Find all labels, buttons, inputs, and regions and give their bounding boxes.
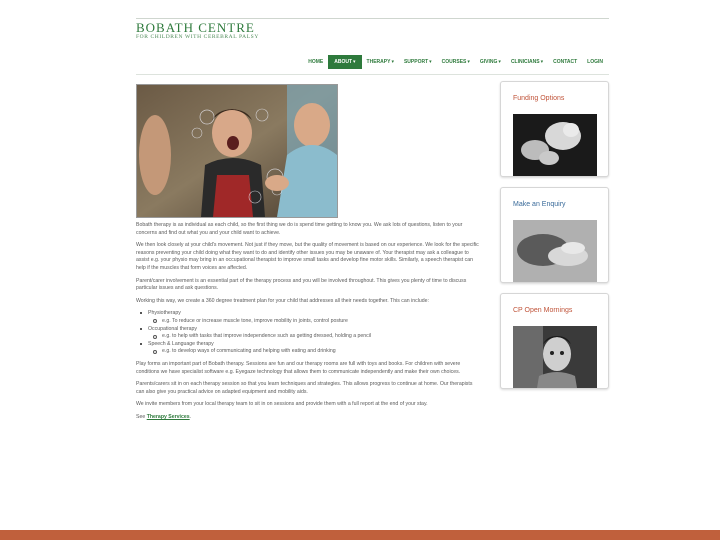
- nav-therapy[interactable]: [362, 55, 399, 69]
- card-image: [513, 220, 597, 282]
- nav-giving[interactable]: [475, 55, 506, 69]
- nav-label: SUPPORT: [403, 59, 429, 65]
- nav-label: LOGIN: [587, 59, 603, 65]
- chevron-down-icon: ▾: [429, 59, 432, 65]
- list-subitem: e.g. To reduce or increase muscle tone, improve mobility in joints, control posture: [162, 318, 481, 326]
- logo-title: BOBATH CENTRE: [136, 20, 255, 35]
- chevron-down-icon: ▾: [391, 59, 394, 65]
- paragraph: We invite members from your local therapy team to sit in on sessions and provide them with a full report at the end of your stay.: [136, 401, 428, 408]
- adult-child-hands-icon: [513, 220, 597, 282]
- chevron-down-icon: ▾: [540, 59, 544, 65]
- header-bottom-rule: [136, 74, 609, 75]
- chevron-down-icon: ▾: [467, 59, 470, 65]
- list-item: Speech & Language therapy e.g. to develop ways of communicating and helping with eating and drinking: [148, 341, 481, 356]
- nav-label: THERAPY: [366, 59, 391, 65]
- nav-label: COURSES: [441, 59, 467, 65]
- list-subitem: e.g. to help with tasks that improve independence such as getting dressed, holding a pencil: [162, 333, 481, 341]
- logo-subtitle: FOR CHILDREN WITH CEREBRAL PALSY: [136, 34, 259, 40]
- child-with-bubbles-photo: [137, 85, 337, 217]
- card-title: Funding Options: [513, 95, 565, 102]
- nav-clinicians[interactable]: [506, 55, 548, 69]
- main-nav: [303, 55, 608, 69]
- child-portrait-icon: [513, 326, 597, 388]
- therapy-list: [136, 310, 481, 356]
- list-subitem: e.g. to develop ways of communicating and helping with eating and drinking: [162, 348, 481, 356]
- nav-contact[interactable]: [548, 55, 582, 69]
- paragraph: Working this way, we create a 360 degree treatment plan for your child that addresses all their needs together. This can include:: [136, 297, 429, 304]
- list-item: Physiotherapy e.g. To reduce or increase muscle tone, improve mobility in joints, control posture: [148, 310, 481, 325]
- nav-courses[interactable]: [437, 55, 475, 69]
- card-image: [513, 326, 597, 388]
- funding-options-card[interactable]: [500, 81, 609, 177]
- nav-label: CLINICIANS: [510, 59, 540, 65]
- chevron-down-icon: ▾: [353, 59, 356, 65]
- cp-open-mornings-card[interactable]: [500, 293, 609, 389]
- chevron-down-icon: ▾: [498, 59, 501, 65]
- paragraph: Bobath therapy is as individual as each child, so the first thing we do is spend time getting to know you. We ask lots of questions, listen to your concerns and find out what you and your child want to achieve.: [136, 222, 463, 236]
- nav-login[interactable]: [582, 55, 608, 69]
- parent-child-hands-icon: [513, 114, 597, 176]
- site-logo[interactable]: [136, 21, 259, 41]
- therapy-services-link[interactable]: Therapy Services: [146, 413, 190, 420]
- card-image: [513, 114, 597, 176]
- hero-image: [136, 84, 338, 218]
- nav-label: ABOUT: [334, 59, 353, 65]
- footer-bar: [0, 530, 720, 540]
- make-enquiry-card[interactable]: [500, 187, 609, 283]
- nav-about[interactable]: [328, 55, 361, 69]
- paragraph: Parent/carer involvement is an essential part of the therapy process and you will be involved throughout. This gives you plenty of time to discuss particular issues and ask questions.: [136, 277, 467, 292]
- main-content: [136, 222, 481, 426]
- card-title: Make an Enquiry: [513, 201, 566, 208]
- list-item: Occupational therapy e.g. to help with tasks that improve independence such as getting dressed, holding a pencil: [148, 326, 481, 341]
- card-title: CP Open Mornings: [513, 307, 573, 314]
- nav-support[interactable]: [399, 55, 437, 69]
- header-top-rule: [136, 18, 609, 19]
- nav-label: CONTACT: [553, 59, 578, 65]
- nav-label: HOME: [308, 59, 324, 65]
- nav-label: GIVING: [479, 59, 498, 65]
- paragraph: We then look closely at your child's movement. Not just if they move, but the quality of movement is based on our experience. We look for the specific reasons preventing your child doing what they want to do and identify other issues you may be unaware of. Your therapist may ask a colleague to assist e.g. your physio may bring in an occupational therapist to improve small tasks and develop fine motor skills. Similarly, a speech therapist can help if the muscles that form voices are affected.: [136, 242, 479, 271]
- see-also: See Therapy Services.: [136, 413, 192, 420]
- paragraph: Parents/carers sit in on each therapy session so that you learn techniques and strategies. This allows progress to continue at home. Our therapists can also give you practical advice on adapted equipment and mobility aids.: [136, 381, 473, 395]
- paragraph: Play forms an important part of Bobath therapy. Sessions are fun and our therapy rooms are full with toys and books. For children with severe conditions we have specialist software e.g. Eyegaze technology that allows them to communicate independently and make their own choices.: [136, 360, 461, 375]
- nav-home[interactable]: [303, 55, 328, 69]
